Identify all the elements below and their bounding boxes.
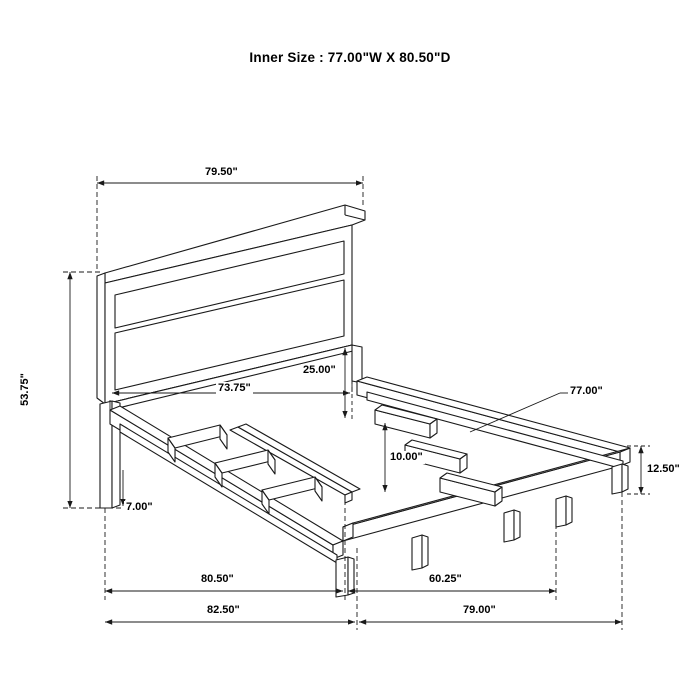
dim-label-leg-height: 7.00" [126,501,153,513]
dim-label-overall-length-left: 82.50" [207,604,240,616]
dim-label-headboard-width: 79.50" [205,166,238,178]
dim-label-deck-height: 10.00" [390,451,423,463]
dim-label-overall-length-right: 79.00" [463,604,496,616]
dim-label-headboard-panel-width: 73.75" [218,382,251,394]
bed-outline [97,205,630,597]
dim-label-inner-width: 77.00" [570,385,603,397]
dim-label-rail-length-left: 80.50" [201,573,234,585]
dim-label-headboard-clearance: 25.00" [303,364,336,376]
page-title: Inner Size : 77.00"W X 80.50"D [249,50,451,65]
dim-label-overall-height: 53.75" [18,373,31,406]
dim-label-rail-length-right: 60.25" [429,573,462,585]
dimension-lines [63,176,650,630]
dim-label-footboard-height: 12.50" [647,463,680,475]
